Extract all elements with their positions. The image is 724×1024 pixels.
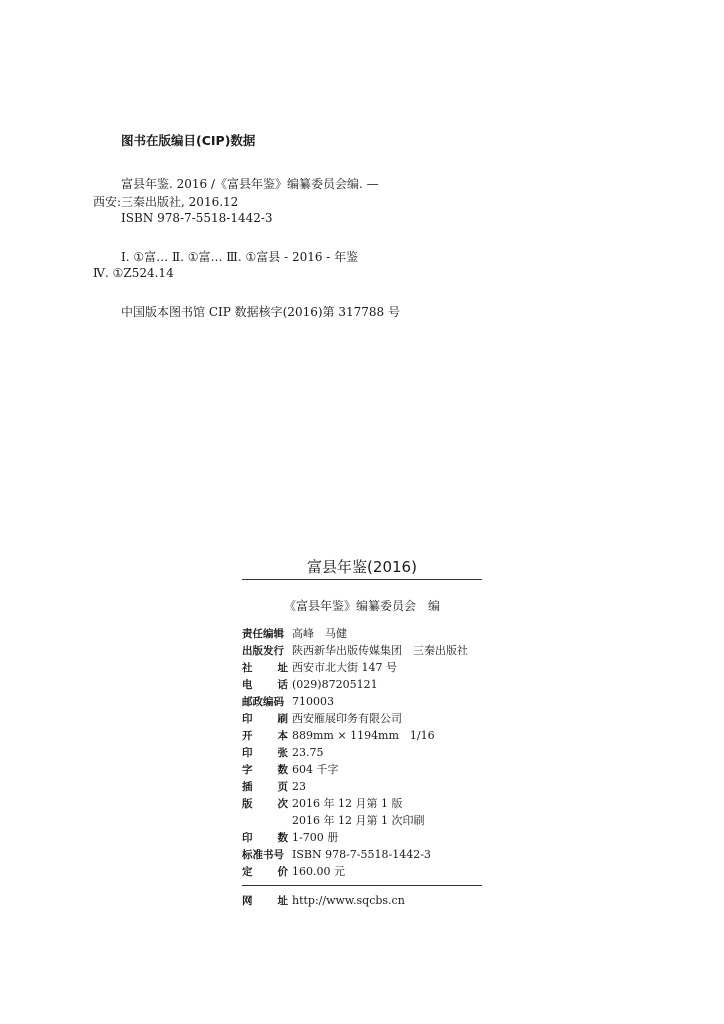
colophon-row-edition (242, 797, 482, 811)
row-label-char: 定 (242, 866, 253, 878)
cip-subject-line: Ⅰ. ①富… Ⅱ. ①富… Ⅲ. ①富县 - 2016 - 年鉴 (121, 250, 359, 264)
row-label-char: 版 (242, 798, 253, 810)
cip-title: 图书在版编目(CIP)数据 (121, 133, 256, 148)
row-label: 邮政编码 (242, 696, 284, 708)
colophon-row-plates (242, 780, 482, 794)
row-value: 西安市北大街 147 号 (292, 661, 397, 674)
row-label-char: 页 (277, 781, 288, 793)
cip-verification-line: 中国版本图书馆 CIP 数据核字(2016)第 317788 号 (121, 305, 400, 319)
row-label: 出版发行 (242, 645, 284, 657)
cip-isbn-line: ISBN 978-7-5518-1442-3 (121, 211, 273, 225)
row-label-char: 印 (242, 713, 253, 725)
row-label-char: 字 (242, 764, 253, 776)
row-label-char: 数 (277, 832, 288, 844)
row-value: 710003 (292, 695, 334, 708)
colophon-row-sheets (242, 746, 482, 760)
row-value: 西安雁展印务有限公司 (292, 712, 402, 725)
row-value: 23.75 (292, 746, 324, 759)
colophon-row-printer (242, 712, 482, 726)
colophon-row-phone (242, 678, 482, 692)
row-label-char: 本 (277, 730, 288, 742)
row-label-char: 址 (277, 895, 288, 907)
row-value: 2016 年 12 月第 1 版 (292, 797, 403, 810)
row-label-char: 话 (277, 679, 288, 691)
title-divider (242, 579, 482, 580)
row-value: 高峰 马健 (292, 627, 347, 640)
row-value: 889mm × 1194mm 1/16 (292, 729, 435, 742)
colophon-row-postcode (242, 695, 482, 709)
row-label: 标准书号 (242, 849, 284, 861)
row-label-char: 印 (242, 747, 253, 759)
row-value: 604 千字 (292, 763, 339, 776)
row-label-char: 数 (277, 764, 288, 776)
row-label-char: 网 (242, 895, 253, 907)
colophon-divider (242, 885, 482, 886)
book-title: 富县年鉴(2016) (307, 558, 417, 576)
row-value: 2016 年 12 月第 1 次印刷 (292, 814, 425, 827)
colophon-row-publisher (242, 644, 482, 658)
colophon-row-price (242, 865, 482, 879)
row-label-char: 刷 (277, 713, 288, 725)
website-url[interactable]: http://www.sqcbs.cn (292, 894, 405, 907)
cip-classification-line: Ⅳ. ①Z524.14 (93, 266, 174, 280)
row-label-char: 印 (242, 832, 253, 844)
row-value: 23 (292, 780, 306, 793)
colophon-row-editor (242, 627, 482, 641)
row-label-char: 次 (277, 798, 288, 810)
colophon-row-printing (242, 814, 482, 828)
row-label-char: 社 (242, 662, 253, 674)
row-label-char: 价 (277, 866, 288, 878)
colophon-row-isbn (242, 848, 482, 862)
row-label-char: 址 (277, 662, 288, 674)
colophon-row-print-run (242, 831, 482, 845)
colophon-row-format (242, 729, 482, 743)
row-label-char: 张 (277, 747, 288, 759)
row-value: ISBN 978-7-5518-1442-3 (292, 848, 431, 861)
row-label-char: 电 (242, 679, 253, 691)
cip-record-line: 富县年鉴. 2016 /《富县年鉴》编纂委员会编. — (121, 177, 379, 191)
colophon-row-wordcount (242, 763, 482, 777)
row-label-char: 插 (242, 781, 253, 793)
row-value: 陕西新华出版传媒集团 三秦出版社 (292, 644, 468, 657)
cip-publisher-line: 西安:三秦出版社, 2016.12 (93, 195, 239, 209)
colophon-row-address (242, 661, 482, 675)
row-value: 1-700 册 (292, 831, 339, 844)
editor-line: 《富县年鉴》编纂委员会 编 (283, 599, 440, 613)
row-label: 责任编辑 (242, 628, 284, 640)
row-label-char: 开 (242, 730, 253, 742)
row-value: 160.00 元 (292, 865, 345, 878)
row-value: (029)87205121 (292, 678, 378, 691)
colophon-row-website (242, 894, 482, 908)
